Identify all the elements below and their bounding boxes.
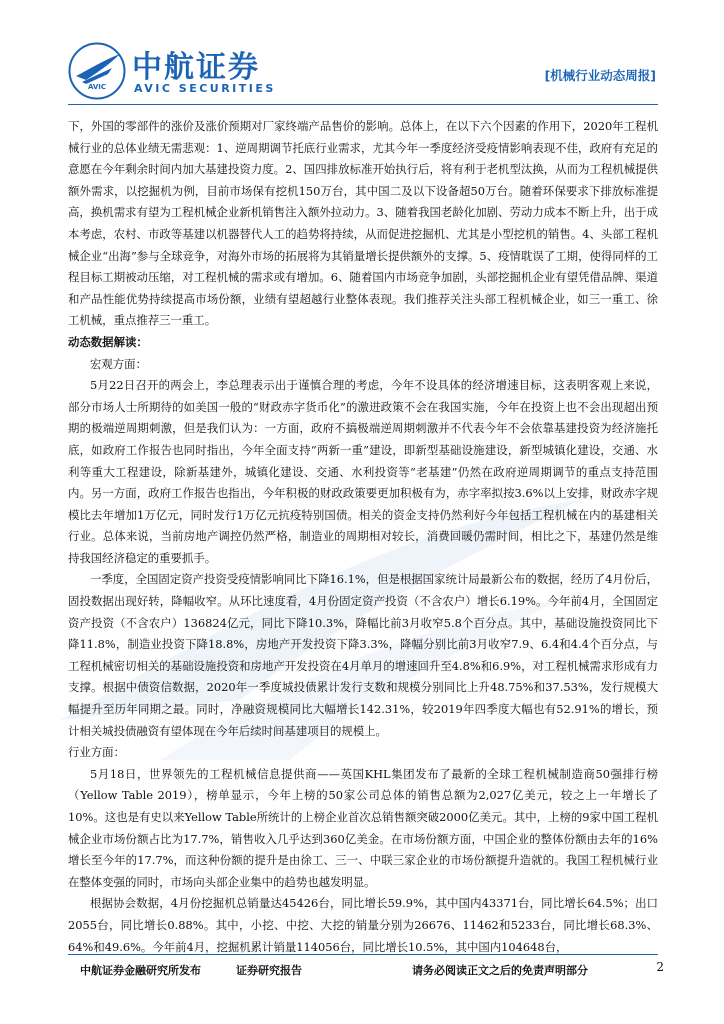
subheading-industry: 行业方面： xyxy=(68,745,125,760)
report-body xyxy=(68,116,658,958)
brand-name-en: AVIC SECURITIES xyxy=(134,82,276,95)
footer-publisher: 中航证券金融研究所发布 xyxy=(80,964,201,977)
paragraph-investment: 一季度，全国固定资产投资受疫情影响同比下降16.1%，但是根据国家统计局最新公布的数据，经历了4月份后，固投数据出现好转，降幅收窄。从环比速度看，4月份固定资产投资（不含农户）增长6.19%。今年前4月，全国固定资产投资（不含农户）136824亿元，同比下降10.3%，降幅比前3月收窄5.8个百分点。其中，基础设施投资同比下降11.8%，制造业投资下降18.8%，房地产开发投资下降3.3%，降幅分别比前3月收窄7.9、6.4和4.4个百分点，与工程机械密切相关的基础设施投资和房地产开发投资在4月单月的增速回升至4.8%和6.9%，对工程机械需求形成有力支撑。根据中债资信数据，2020年一季度城投债累计发行支数和规模分别同比上升48.75%和37.53%，发行规模大幅提升至历年同期之最。同时，净融资规模同比大幅增长142.31%，较2019年四季度大幅也有52.91%的增长，预计相关城投债融资有望体现在今年后续时间基建项目的规模上。 xyxy=(68,572,658,738)
paragraph-association-data: 根据协会数据，4月份挖掘机总销量达45426台，同比增长59.9%，其中国内43371台，同比增长64.5%；出口2055台，同比增长0.88%。其中，小挖、中挖、大挖的销量分别为26676、11462和5233台，同比增长68.3%、64%和49.6%。今年前4月，挖掘机累计销量114056台，同比增长10.5%，其中国内104648台， xyxy=(68,896,658,954)
avic-logo-icon xyxy=(68,42,126,100)
paragraph-industry: 5月18日，世界领先的工程机械信息提供商——英国KHL集团发布了最新的全球工程机械制造商50强排行榜（Yellow Table 2019），榜单显示，今年上榜的50家公司总体的销售总额为2,027亿美元，较之上一年增长了10%。这也是有史以来Yellow Table所统计的上榜企业首次总销售额突破2000亿美元。其中，上榜的9家中国工程机械企业市场份额占比为17.7%，销售收入几乎达到360亿美金。在市场份额方面，中国企业的整体份额由去年的16%增长至今年的17.7%，而这种份额的提升是由徐工、三一、中联三家企业的市场份额提升造就的。我国工程机械行业在整体变强的同时，市场向头部企业集中的趋势也越发明显。 xyxy=(68,766,658,889)
footer-disclaimer: 请务必阅读正文之后的免责声明部分 xyxy=(412,964,588,977)
logo-mark: AVIC xyxy=(87,83,107,91)
header-divider xyxy=(68,104,658,105)
report-category-tag: [机械行业动态周报] xyxy=(544,68,656,83)
page-header xyxy=(68,38,656,100)
subheading-macro: 宏观方面： xyxy=(90,356,147,371)
footer-report-type: 证券研究报告 xyxy=(236,964,302,977)
paragraph-outlook: 下，外国的零部件的涨价及涨价预期对厂家终端产品售价的影响。总体上，在以下六个因素的作用下，2020年工程机械行业的总体业绩无需悲观：1、逆周期调节托底行业需求，尤其今年一季度经济受疫情影响表现不佳，政府有充足的意愿在今年剩余时间内加大基建投资力度。2、国四排放标准开始执行后，将有利于老机型汰换，从而为工程机械提供额外需求，以挖掘机为例，目前市场保有挖机150万台，其中国二及以下设备超50万台。随着环保要求下排放标准提高，换机需求有望为工程机械企业新机销售注入额外拉动力。3、随着我国老龄化加剧、劳动力成本不断上升，出于成本考虑，农村、市政等基建以机器替代人工的趋势将持续，从而促进挖掘机、尤其是小型挖机的销售。4、头部工程机械企业“出海”参与全球竞争，对海外市场的拓展将为其销量增长提供额外的支撑。5、疫情耽误了工期，使得同样的工程目标工期被动压缩，对工程机械的需求或有增加。6、随着国内市场竞争加剧，头部挖掘机企业有望凭借品牌、渠道和产品性能优势持续提高市场份额，业绩有望超越行业整体表现。我们推荐关注头部工程机械企业，如三一重工、徐工机械，重点推荐三一重工。 xyxy=(68,119,658,328)
footer-divider xyxy=(68,954,658,955)
brand-name-cn: 中航证券 xyxy=(132,50,260,85)
section-heading-data: 动态数据解读： xyxy=(68,334,148,349)
page-number: 2 xyxy=(656,960,664,974)
paragraph-macro: 5月22日召开的两会上，李总理表示出于谨慎合理的考虑，今年不设具体的经济增速目标，这表明客观上来说，部分市场人士所期待的如美国一般的“财政赤字货币化”的激进政策不会在我国实施，今年在投资上也不会出现超出预期的极端逆周期刺激，但是我们认为：一方面，政府不搞极端逆周期刺激并不代表今年不会依靠基建投资为经济施托底，如政府工作报告也同时指出，今年全面支持“两新一重”建设，即新型基础设施建设，新型城镇化建设，交通、水利等重大工程建设，除新基建外，城镇化建设、交通、水利投资等“老基建”仍然在政府逆周期调节的重点支持范围内。另一方面，政府工作报告也指出，今年积极的财政政策要更加积极有为，赤字率拟按3.6%以上安排，财政赤字规模比去年增加1万亿元，同时发行1万亿元抗疫特别国债。相关的资金支持仍然利好今年包括工程机械在内的基建相关行业。总体来说，当前房地产调控仍然严格，制造业的周期相对较长，消费回暖仍需时间，相比之下，基建仍然是维持我国经济稳定的重要抓手。 xyxy=(68,378,658,565)
